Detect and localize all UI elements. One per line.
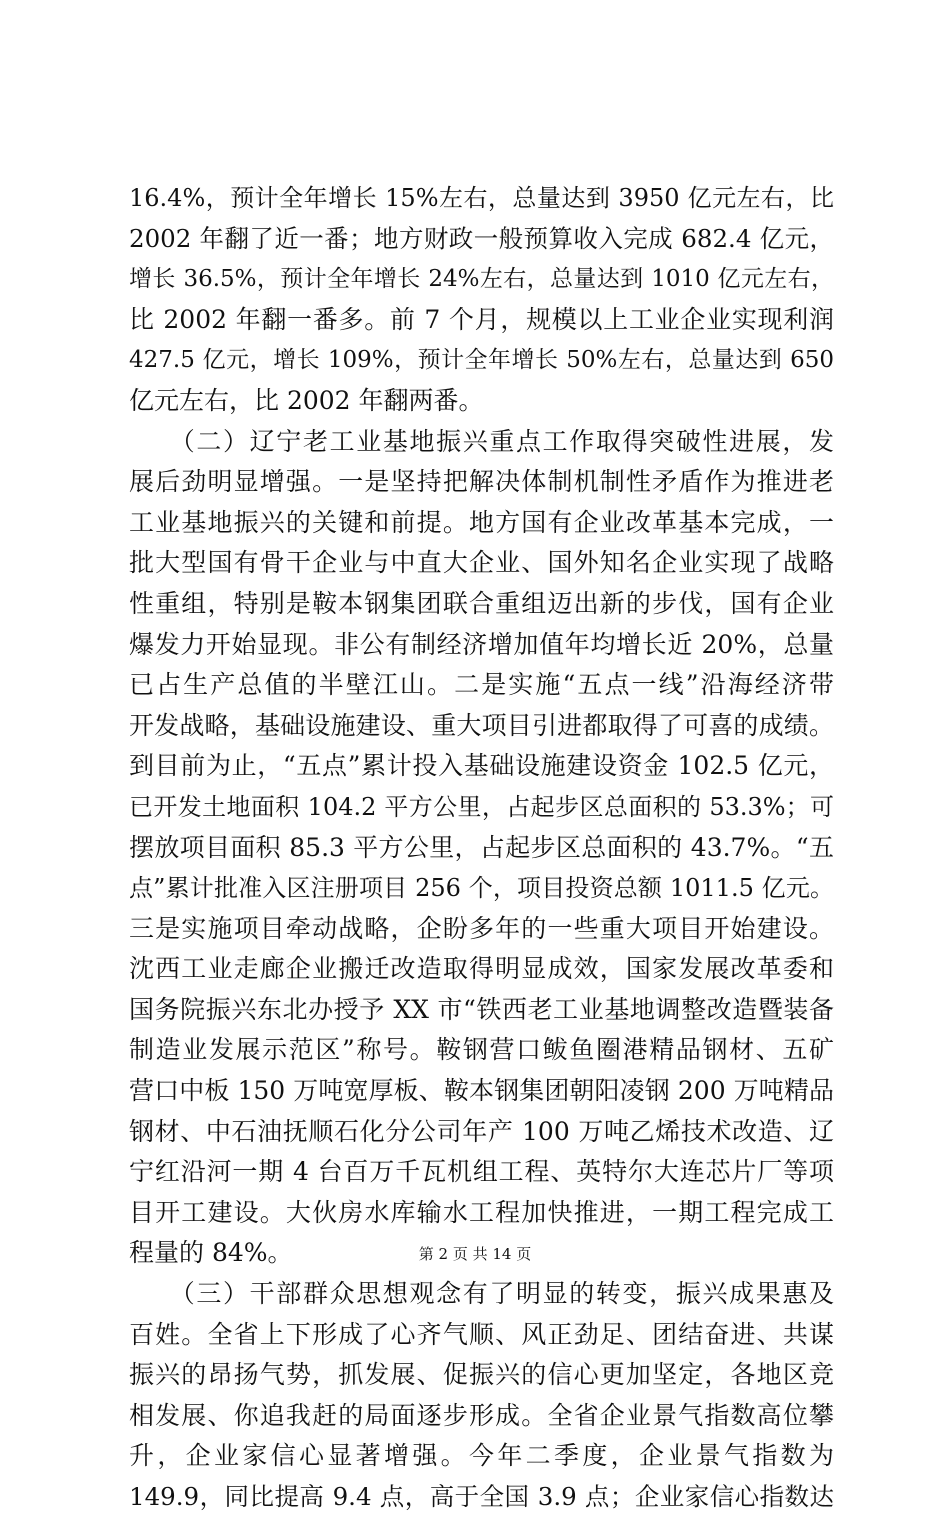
text-line: 摆放项目面积 85.3 平方公里，占起步区总面积的 43.7%。“五 xyxy=(129,832,834,862)
text-line: 沈西工业走廊企业搬迁改造取得明显成效，国家发展改革委和 xyxy=(129,954,834,984)
text-line: 国务院振兴东北办授予 XX 市“铁西老工业基地调整改造暨装备 xyxy=(129,994,834,1024)
text-line: 149.9，同比提高 9.4 点，高于全国 3.9 点；企业家信心指数达 xyxy=(129,1482,834,1511)
text-line: 营口中板 150 万吨宽厚板、鞍本钢集团朝阳凌钢 200 万吨精品 xyxy=(129,1076,834,1106)
page-footer: 第 2 页 共 14 页 xyxy=(418,1245,532,1263)
text-line: 2002 年翻了近一番；地方财政一般预算收入完成 682.4 亿元， xyxy=(129,223,834,253)
text-line: 工业基地振兴的关键和前提。地方国有企业改革基本完成，一 xyxy=(129,507,834,537)
text-line: 开发战略，基础设施建设、重大项目引进都取得了可喜的成绩。 xyxy=(129,710,834,740)
text-line: 已开发土地面积 104.2 平方公里，占起步区总面积的 53.3%；可 xyxy=(129,792,834,821)
text-line: 百姓。全省上下形成了心齐气顺、风正劲足、团结奋进、共谋 xyxy=(129,1319,834,1349)
text-line: 振兴的昂扬气势，抓发展、促振兴的信心更加坚定，各地区竞 xyxy=(129,1360,834,1390)
text-line: 亿元左右，比 2002 年翻两番。 xyxy=(129,385,484,415)
text-line: 性重组，特别是鞍本钢集团联合重组迈出新的步伐，国有企业 xyxy=(129,588,834,618)
document-body xyxy=(129,178,834,1518)
text-line: （三）干部群众思想观念有了明显的转变，振兴成果惠及 xyxy=(129,1279,834,1309)
text-line: 展后劲明显增强。一是坚持把解决体制机制性矛盾作为推进老 xyxy=(129,467,834,497)
text-line: 比 2002 年翻一番多。前 7 个月，规模以上工业企业实现利润 xyxy=(129,304,834,334)
text-line: （二）辽宁老工业基地振兴重点工作取得突破性进展，发 xyxy=(129,426,834,456)
text-line: 爆发力开始显现。非公有制经济增加值年均增长近 20%，总量 xyxy=(129,629,834,659)
text-line: 相发展、你追我赶的局面逐步形成。全省企业景气指数高位攀 xyxy=(129,1400,834,1430)
text-line: 升，企业家信心显著增强。今年二季度，企业景气指数为 xyxy=(129,1441,834,1471)
text-line: 制造业发展示范区”称号。鞍钢营口鲅鱼圈港精品钢材、五矿 xyxy=(129,1035,834,1065)
text-line: 钢材、中石油抚顺石化分公司年产 100 万吨乙烯技术改造、辽 xyxy=(129,1116,834,1146)
text-line: 427.5 亿元，增长 109%，预计全年增长 50%左右，总量达到 650 xyxy=(129,347,834,374)
text-line: 批大型国有骨干企业与中直大企业、国外知名企业实现了战略 xyxy=(129,548,834,578)
text-line: 目开工建设。大伙房水库输水工程加快推进，一期工程完成工 xyxy=(129,1197,834,1227)
text-line: 已占生产总值的半壁江山。二是实施“五点一线”沿海经济带 xyxy=(129,670,834,700)
text-line: 16.4%，预计全年增长 15%左右，总量达到 3950 亿元左右，比 xyxy=(129,184,834,212)
text-line: 宁红沿河一期 4 台百万千瓦机组工程、英特尔大连芯片厂等项 xyxy=(129,1157,834,1187)
text-line: 到目前为止，“五点”累计投入基础设施建设资金 102.5 亿元， xyxy=(129,751,834,781)
text-line: 三是实施项目牵动战略，企盼多年的一些重大项目开始建设。 xyxy=(129,913,834,943)
text-line: 程量的 84%。 xyxy=(129,1238,293,1268)
text-line: 点”累计批准入区注册项目 256 个，项目投资总额 1011.5 亿元。 xyxy=(129,874,834,903)
text-line: 增长 36.5%，预计全年增长 24%左右，总量达到 1010 亿元左右， xyxy=(129,266,834,293)
